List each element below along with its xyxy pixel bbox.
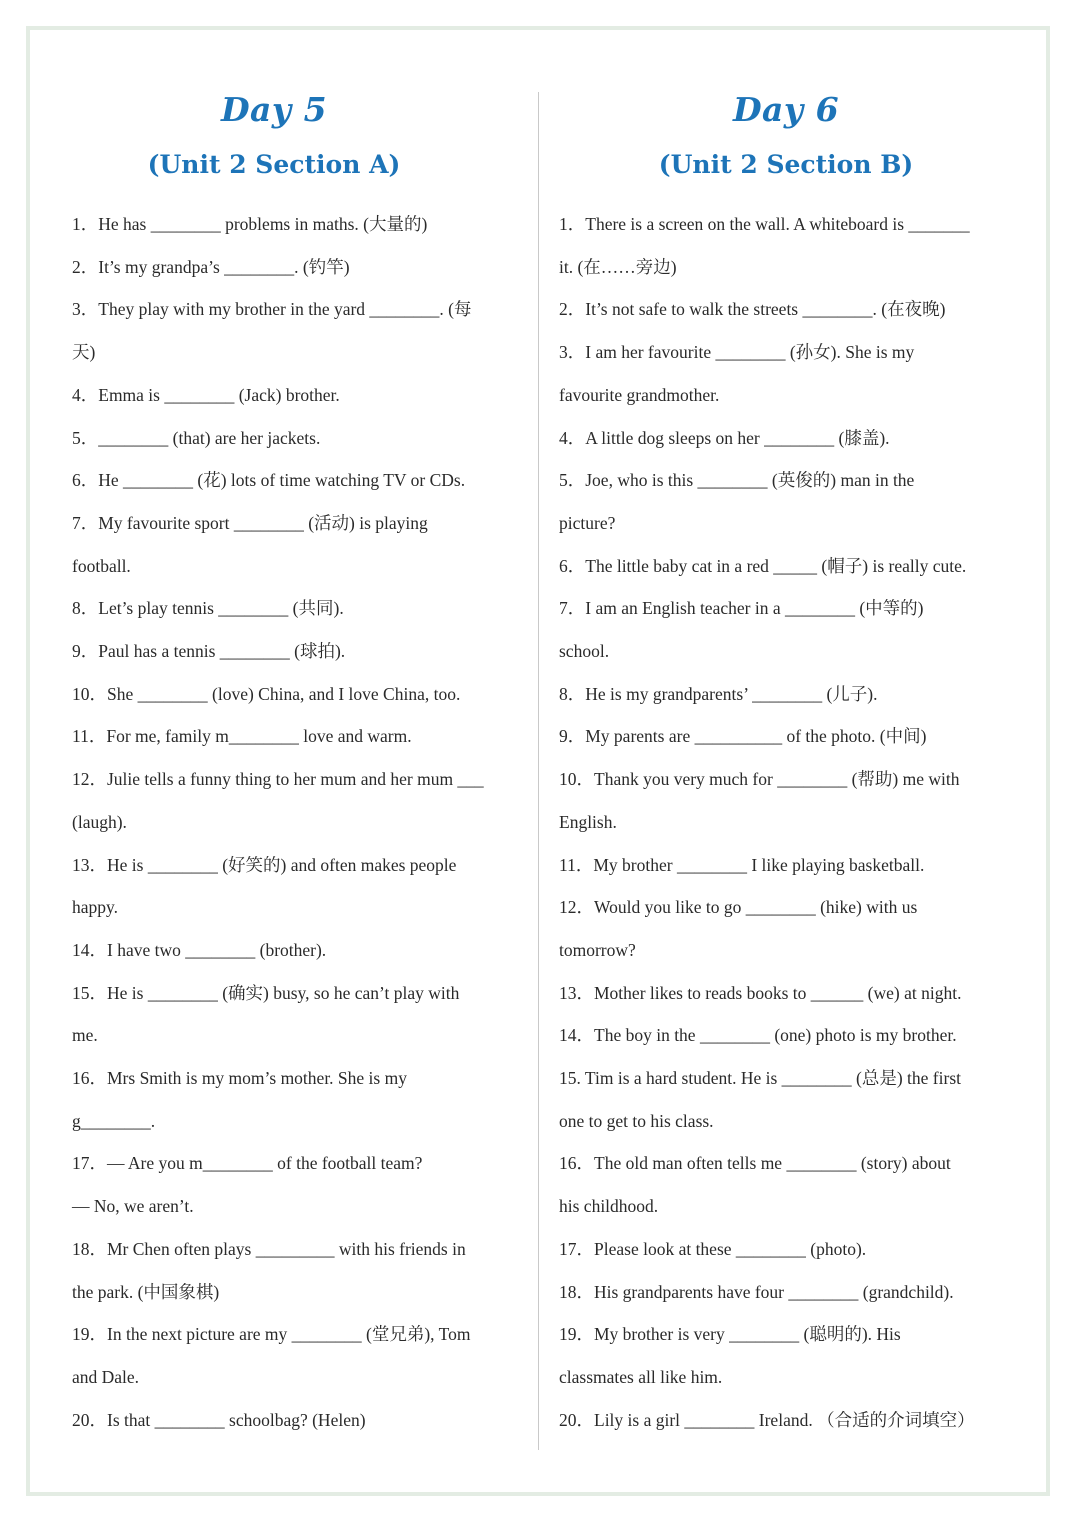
exercise-line: 3．I am her favourite ________ (孙女). She is my	[559, 342, 915, 363]
exercise-line: 13．He is ________ (好笑的) and often makes people	[72, 854, 457, 875]
exercise-line: 10．She ________ (love) China, and I love China, too.	[72, 683, 461, 704]
exercise-line: 18．Mr Chen often plays _________ with his friends in	[72, 1238, 466, 1259]
exercise-line: 20．Is that ________ schoolbag? (Helen)	[72, 1409, 366, 1430]
exercise-line: school.	[559, 641, 610, 661]
exercise-line: 9．My parents are __________ of the photo. (中间)	[559, 726, 927, 747]
exercise-line: classmates all like him.	[559, 1366, 723, 1387]
day5-title: Day 5	[220, 90, 328, 129]
exercise-line: 17．— Are you m________ of the football team?	[72, 1153, 423, 1174]
exercise-line: 12．Would you like to go ________ (hike) with us	[559, 897, 918, 918]
exercise-line: me.	[72, 1025, 98, 1046]
exercise-line: 4．A little dog sleeps on her ________ (膝盖).	[559, 427, 890, 448]
exercise-line: 19．In the next picture are my ________ (堂兄弟), Tom	[72, 1324, 471, 1345]
exercise-line: 1．He has ________ problems in maths. (大量的)	[72, 214, 428, 234]
exercise-line: 14．I have two ________ (brother).	[72, 939, 327, 960]
exercise-line: 2．It’s my grandpa’s ________. (钓竿)	[72, 256, 350, 277]
exercise-line: 5．________ (that) are her jackets.	[72, 427, 321, 448]
exercise-line: 天)	[72, 342, 96, 363]
exercise-line: one to get to his class.	[559, 1110, 714, 1131]
exercise-line: 19．My brother is very ________ (聪明的). His	[559, 1324, 901, 1345]
exercise-line: 15. Tim is a hard student. He is ________ (总是) the first	[559, 1068, 961, 1088]
exercise-line: 4．Emma is ________ (Jack) brother.	[72, 384, 340, 405]
exercise-line: English.	[559, 811, 617, 832]
exercise-line: 16．The old man often tells me ________ (story) about	[559, 1153, 951, 1174]
day6-section-title: (Unit 2 Section B)	[658, 150, 914, 179]
exercise-line: football.	[72, 555, 131, 576]
exercise-line: 5．Joe, who is this ________ (英俊的) man in the	[559, 470, 915, 491]
exercise-line: the park. (中国象棋)	[72, 1281, 220, 1302]
exercise-line: picture?	[559, 512, 616, 533]
exercise-line: 6．He ________ (花) lots of time watching TV or CDs.	[72, 470, 466, 491]
exercise-line: 7．My favourite sport ________ (活动) is playing	[72, 512, 428, 533]
exercise-line: 8．He is my grandparents’ ________ (儿子).	[559, 683, 878, 704]
exercise-line: g________.	[72, 1110, 156, 1131]
exercise-line: 16．Mrs Smith is my mom’s mother. She is my	[72, 1068, 407, 1088]
exercise-line: 7．I am an English teacher in a ________ (中等的)	[559, 598, 924, 619]
exercise-line: 13．Mother likes to reads books to ______ (we) at night.	[559, 982, 962, 1003]
exercise-line: 20．Lily is a girl ________ Ireland. （合适的介词填空）	[559, 1409, 975, 1430]
exercise-line: happy.	[72, 897, 119, 918]
exercise-line: 6．The little baby cat in a red _____ (帽子) is really cute.	[559, 555, 967, 576]
exercise-line: 11．For me, family m________ love and warm.	[72, 726, 412, 747]
exercise-line: 9．Paul has a tennis ________ (球拍).	[72, 641, 346, 661]
exercise-line: tomorrow?	[559, 939, 636, 960]
exercise-line: 3．They play with my brother in the yard ________. (每	[72, 299, 472, 320]
exercise-line: 17．Please look at these ________ (photo).	[559, 1238, 867, 1259]
exercise-line: 8．Let’s play tennis ________ (共同).	[72, 598, 344, 619]
exercise-line: 10．Thank you very much for ________ (帮助) me with	[559, 769, 960, 790]
exercise-line: — No, we aren’t.	[72, 1196, 194, 1217]
exercise-line: and Dale.	[72, 1366, 140, 1387]
exercise-line: 15．He is ________ (确实) busy, so he can’t play with	[72, 982, 460, 1003]
exercise-line: 18．His grandparents have four ________ (grandchild).	[559, 1281, 954, 1302]
day6-title: Day 6	[732, 90, 840, 129]
exercise-line: favourite grandmother.	[559, 384, 720, 405]
column-divider	[538, 92, 539, 1450]
exercise-line: (laugh).	[72, 811, 127, 832]
exercise-line: his childhood.	[559, 1196, 659, 1217]
exercise-line: it. (在……旁边)	[559, 256, 677, 277]
day5-section-title: (Unit 2 Section A)	[147, 150, 401, 179]
exercise-line: 2．It’s not safe to walk the streets ________. (在夜晚)	[559, 299, 946, 320]
exercise-line: 14．The boy in the ________ (one) photo is my brother.	[559, 1025, 957, 1046]
exercise-line: 12．Julie tells a funny thing to her mum and her mum ___	[72, 769, 484, 790]
exercise-line: 1．There is a screen on the wall. A whiteboard is _______	[559, 214, 970, 234]
exercise-line: 11．My brother ________ I like playing basketball.	[559, 854, 925, 875]
